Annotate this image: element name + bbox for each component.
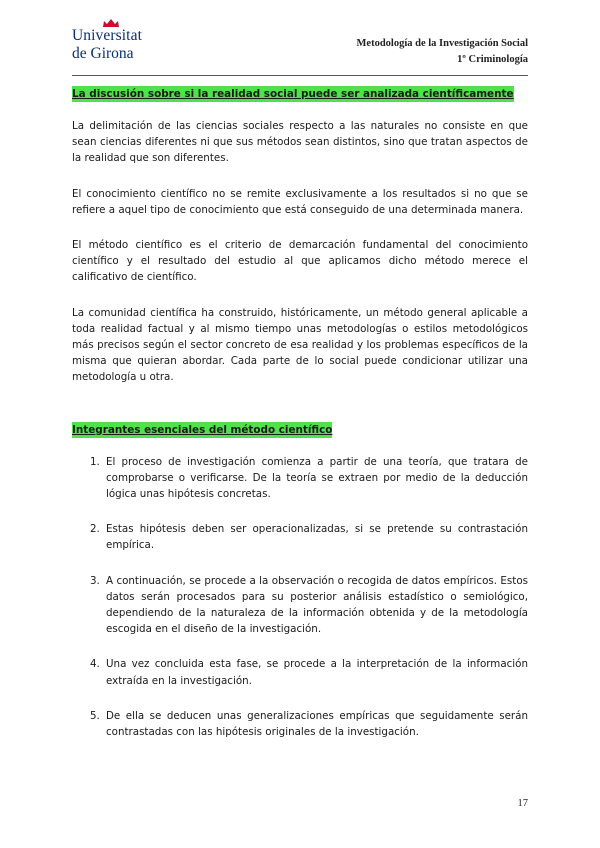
course-title: Metodología de la Investigación Social [356, 38, 528, 49]
list-item-number: 2. [90, 523, 100, 536]
list-item-number: 4. [90, 658, 100, 671]
list-item-number: 5. [90, 709, 100, 722]
section-heading-method [72, 422, 332, 438]
section-heading-text: La discusión sobre si la realidad social puede ser analizada científicamente [72, 88, 514, 100]
paragraph: El método científico es el criterio de demarcación fundamental del conocimiento científico y el resultado del estudio al que aplicamos dicho método merece el calificativo de científico. [72, 239, 528, 284]
list-item-text: De ella se deducen unas generalizaciones empíricas que seguidamente serán contrastadas con las hipótesis originales de la investigación. [106, 709, 528, 739]
section-heading-text: Integrantes esenciales del método científico [72, 423, 333, 436]
list-item [72, 656, 528, 688]
paragraph: La delimitación de las ciencias sociales respecto a las naturales no consiste en que sean ciencias diferentes ni que sus métodos sean distintos, sino que tratan aspectos de la realidad que son diferentes. [72, 120, 528, 165]
list-item-text: El proceso de investigación comienza a partir de una teoría, que tratara de comprobarse o verificarse. De la teoría se extraen por medio de la deducción lógica unas hipótesis concretas. [106, 455, 528, 501]
list-item-text: Una vez concluida esta fase, se procede a la interpretación de la información extraída en la investigación. [106, 658, 528, 687]
course-subtitle: 1º Criminología [457, 54, 528, 65]
list-item-text: A continuación, se procede a la observación o recogida de datos empíricos. Estos datos serán procesados para su posterior análisis estadístico o semiológico, dependiendo de la naturaleza de la información obtenida y de la metodología escogida en el diseño de la investigación. [106, 574, 528, 636]
paragraph: La comunidad científica ha construido, históricamente, un método general aplicable a toda realidad factual y al mismo tiempo unas metodologías o estilos metodológicos más precisos según el sector concreto de esa realidad y los problemas específicos de la misma que quieran abordar. Cada parte de lo social puede condicionar utilizar una metodología u otra. [72, 306, 528, 384]
list-item-text: Estas hipótesis deben ser operacionalizadas, si se pretende su contrastación empírica. [106, 523, 528, 552]
list-item-number: 1. [90, 455, 100, 468]
page-content [72, 82, 528, 759]
paragraph: El conocimiento científico no se remite exclusivamente a los resultados si no que se refiere a aquel tipo de conocimiento que está conseguido de una determinada manera. [72, 187, 528, 216]
university-logo [72, 18, 152, 70]
section-heading-discussion [72, 86, 514, 102]
list-item [72, 454, 528, 503]
list-item [72, 573, 528, 638]
list-item-number: 3. [90, 574, 100, 587]
method-steps-list [72, 454, 528, 741]
header-divider [72, 75, 528, 76]
page-header [72, 18, 528, 76]
list-item [72, 521, 528, 553]
list-item [72, 708, 528, 740]
course-info [357, 36, 529, 68]
logo-text-line2: de Girona [72, 45, 134, 62]
logo-text-line1: Universitat [72, 27, 142, 44]
page-number: 17 [517, 798, 528, 809]
